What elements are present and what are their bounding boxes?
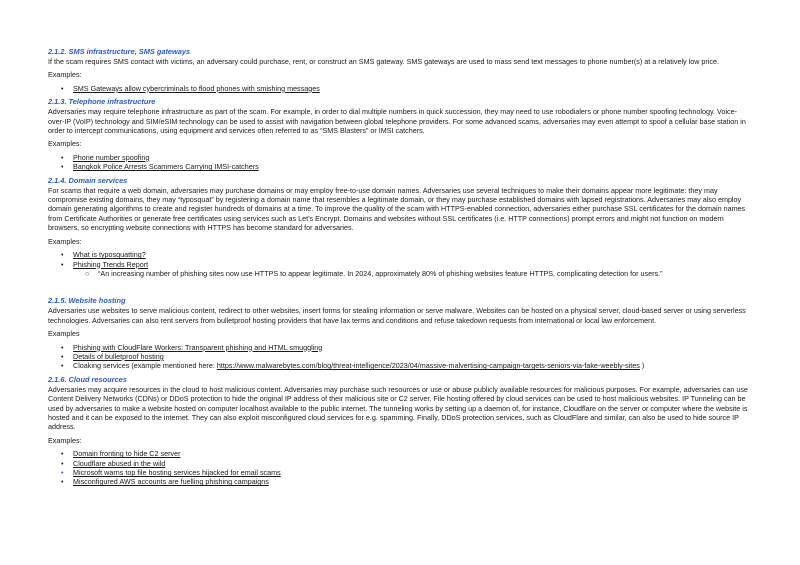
examples-label: Examples: — [48, 435, 82, 445]
example-link[interactable]: Details of bulletproof hosting — [73, 351, 164, 361]
list-item — [48, 352, 748, 361]
section-heading-domain: 2.1.4. Domain services — [48, 175, 128, 185]
example-link[interactable]: What is typosquatting? — [73, 250, 146, 260]
quote-text: “An increasing number of phishing sites now use HTTPS to appear legitimate. In 2024, approximately 80% of phishing websites feature HTTPS, complicating detection for users.” — [98, 268, 663, 278]
example-link[interactable]: Phishing Trends Report — [73, 259, 149, 269]
circle-bullet-icon: ○ — [85, 268, 90, 278]
section-heading-website: 2.1.5. Website hosting — [48, 296, 126, 306]
section-heading-telephone: 2.1.3. Telephone infrastructure — [48, 97, 156, 107]
examples-list-sms — [48, 84, 748, 93]
document-content — [48, 47, 748, 487]
bullet-icon: • — [61, 259, 64, 269]
list-item — [48, 468, 748, 477]
bullet-icon: • — [61, 449, 64, 459]
section-body-cloud: Adversaries may acquire resources in the cloud to host malicious content. Adversaries may purchase such resources or use or abuse publicly available resources for malicious purposes. For example, adversaries can use Content Delivery Networks (CDNs) or DDoS protection to hide the original IP address of their malicious site or C2 server. File hosting offered by cloud services can be used to host malicious websites. IP Tunneling can be used by adversaries to make a website hosted on computer localhost available to the public internet. The tunneling works by setting up a daemon of, for instance, Cloudflare on the server or computer where the website is hosted and it can be exposed to the internet. They can also exploit misconfigured cloud services for e.g. spamming. Finally, DDoS protection services, such as CloudFlare and similar, can also be used to hide source IP address. — [48, 384, 748, 432]
examples-label: Examples — [48, 329, 80, 339]
example-link[interactable]: Domain fronting to hide C2 server — [73, 449, 181, 459]
list-item — [48, 260, 748, 269]
list-item — [48, 343, 748, 352]
example-link[interactable]: Phone number spoofing — [73, 152, 150, 162]
list-item — [48, 477, 748, 486]
examples-list-cloud — [48, 449, 748, 487]
bullet-icon: • — [61, 342, 64, 352]
examples-list-telephone — [48, 153, 748, 172]
examples-label: Examples: — [48, 139, 82, 149]
list-item — [48, 250, 748, 259]
bullet-icon: • — [61, 162, 64, 172]
example-link[interactable]: Cloudflare abused in the wild — [73, 458, 166, 468]
section-heading-sms: 2.1.2. SMS infrastructure, SMS gateways — [48, 47, 191, 56]
bullet-icon: • — [61, 477, 64, 487]
list-item — [48, 153, 748, 162]
bullet-icon: • — [61, 361, 64, 371]
bullet-icon: • — [61, 351, 64, 361]
section-heading-cloud: 2.1.6. Cloud resources — [48, 374, 127, 384]
example-link[interactable]: Microsoft warns top file hosting services hijacked for email scams — [73, 468, 281, 477]
section-body-telephone: Adversaries may require telephone infrastructure as part of the scam. For example, in order to dial multiple numbers in quick succession, they may need to use robodialers or phone number spoofing technology. Voice-over-IP (VoIP) technology and SIM/eSIM technology can be used to assist with navigation between global telephone providers. For some advanced scams, adversaries may even attempt to spoof a cellular base station in order to intercept communications, using equipment and services often referred to as “SMS Blasters” or IMSI catchers. — [48, 107, 746, 136]
examples-label: Examples: — [48, 70, 82, 80]
bullet-icon: • — [61, 152, 64, 162]
section-body-sms: If the scam requires SMS contact with victims, an adversary could purchase, rent, or construct an SMS gateway. SMS gateways are used to mass send text messages to phone number(s) at a relatively low price. — [48, 57, 719, 66]
bullet-icon: • — [61, 250, 64, 260]
cloak-suffix: ) — [639, 361, 645, 371]
bullet-icon: • — [61, 468, 64, 477]
example-link[interactable]: Bangkok Police Arrests Scammers Carrying IMSI-catchers — [73, 162, 259, 172]
list-item — [48, 162, 748, 171]
bullet-icon: • — [61, 458, 64, 468]
section-body-website: Adversaries use websites to serve malicious content, redirect to other websites, insert forms for stealing information or serve malware. Websites can be hosted on a physical server, cloud-based server or using serverless technologies. Adversaries can also rent servers from bulletproof hosting providers that have lax terms and conditions and refuse takedown requests from international or local law enforcement. — [48, 306, 746, 325]
cloak-prefix: Cloaking services (example mentioned here: — [73, 361, 217, 371]
list-item — [48, 459, 748, 468]
list-item — [48, 361, 748, 370]
example-link[interactable]: Misconfigured AWS accounts are fuelling phishing campaigns — [73, 477, 269, 487]
example-link[interactable]: SMS Gateways allow cybercriminals to flood phones with smishing messages — [73, 83, 320, 93]
examples-list-website — [48, 343, 748, 371]
examples-label: Examples: — [48, 236, 82, 246]
cloak-url-link[interactable]: https://www.malwarebytes.com/blog/threat-intelligence/2023/04/massive-malvertising-campaign-targets-seniors-via-fake-weebly-sites — [216, 361, 640, 371]
list-item — [48, 449, 748, 458]
section-body-domain: For scams that require a web domain, adversaries may purchase domains or may employ free-to-use domain names. Adversaries use several techniques to make their domains appear more legitimate: they may compromise existing domains, they may “typosquat” by registering a domain name that resembles a legitimate domain, or they may purchase established domains with lapsed registrations. Adversaries may also employ domain generating algorithms to create and register hundreds of domains at a time. To improve the quality of the scam with HTTPS-enabled connection, adversaries either purchase SSL certificates for the domain names from Certificate Authorities or generate free certificates using services such as Let’s Encrypt. Domains and websites without SSL certificates (i.e. HTTP connections) prompt errors and might not function on modern browsers, so encrypting website connections with HTTPS has become standard for adversaries. — [48, 185, 746, 233]
list-sub-item — [48, 269, 748, 278]
bullet-icon: • — [61, 83, 64, 93]
example-link[interactable]: Phishing with CloudFlare Workers: Transparent phishing and HTML smuggling — [73, 342, 323, 352]
list-item — [48, 84, 748, 93]
examples-list-domain — [48, 250, 748, 278]
